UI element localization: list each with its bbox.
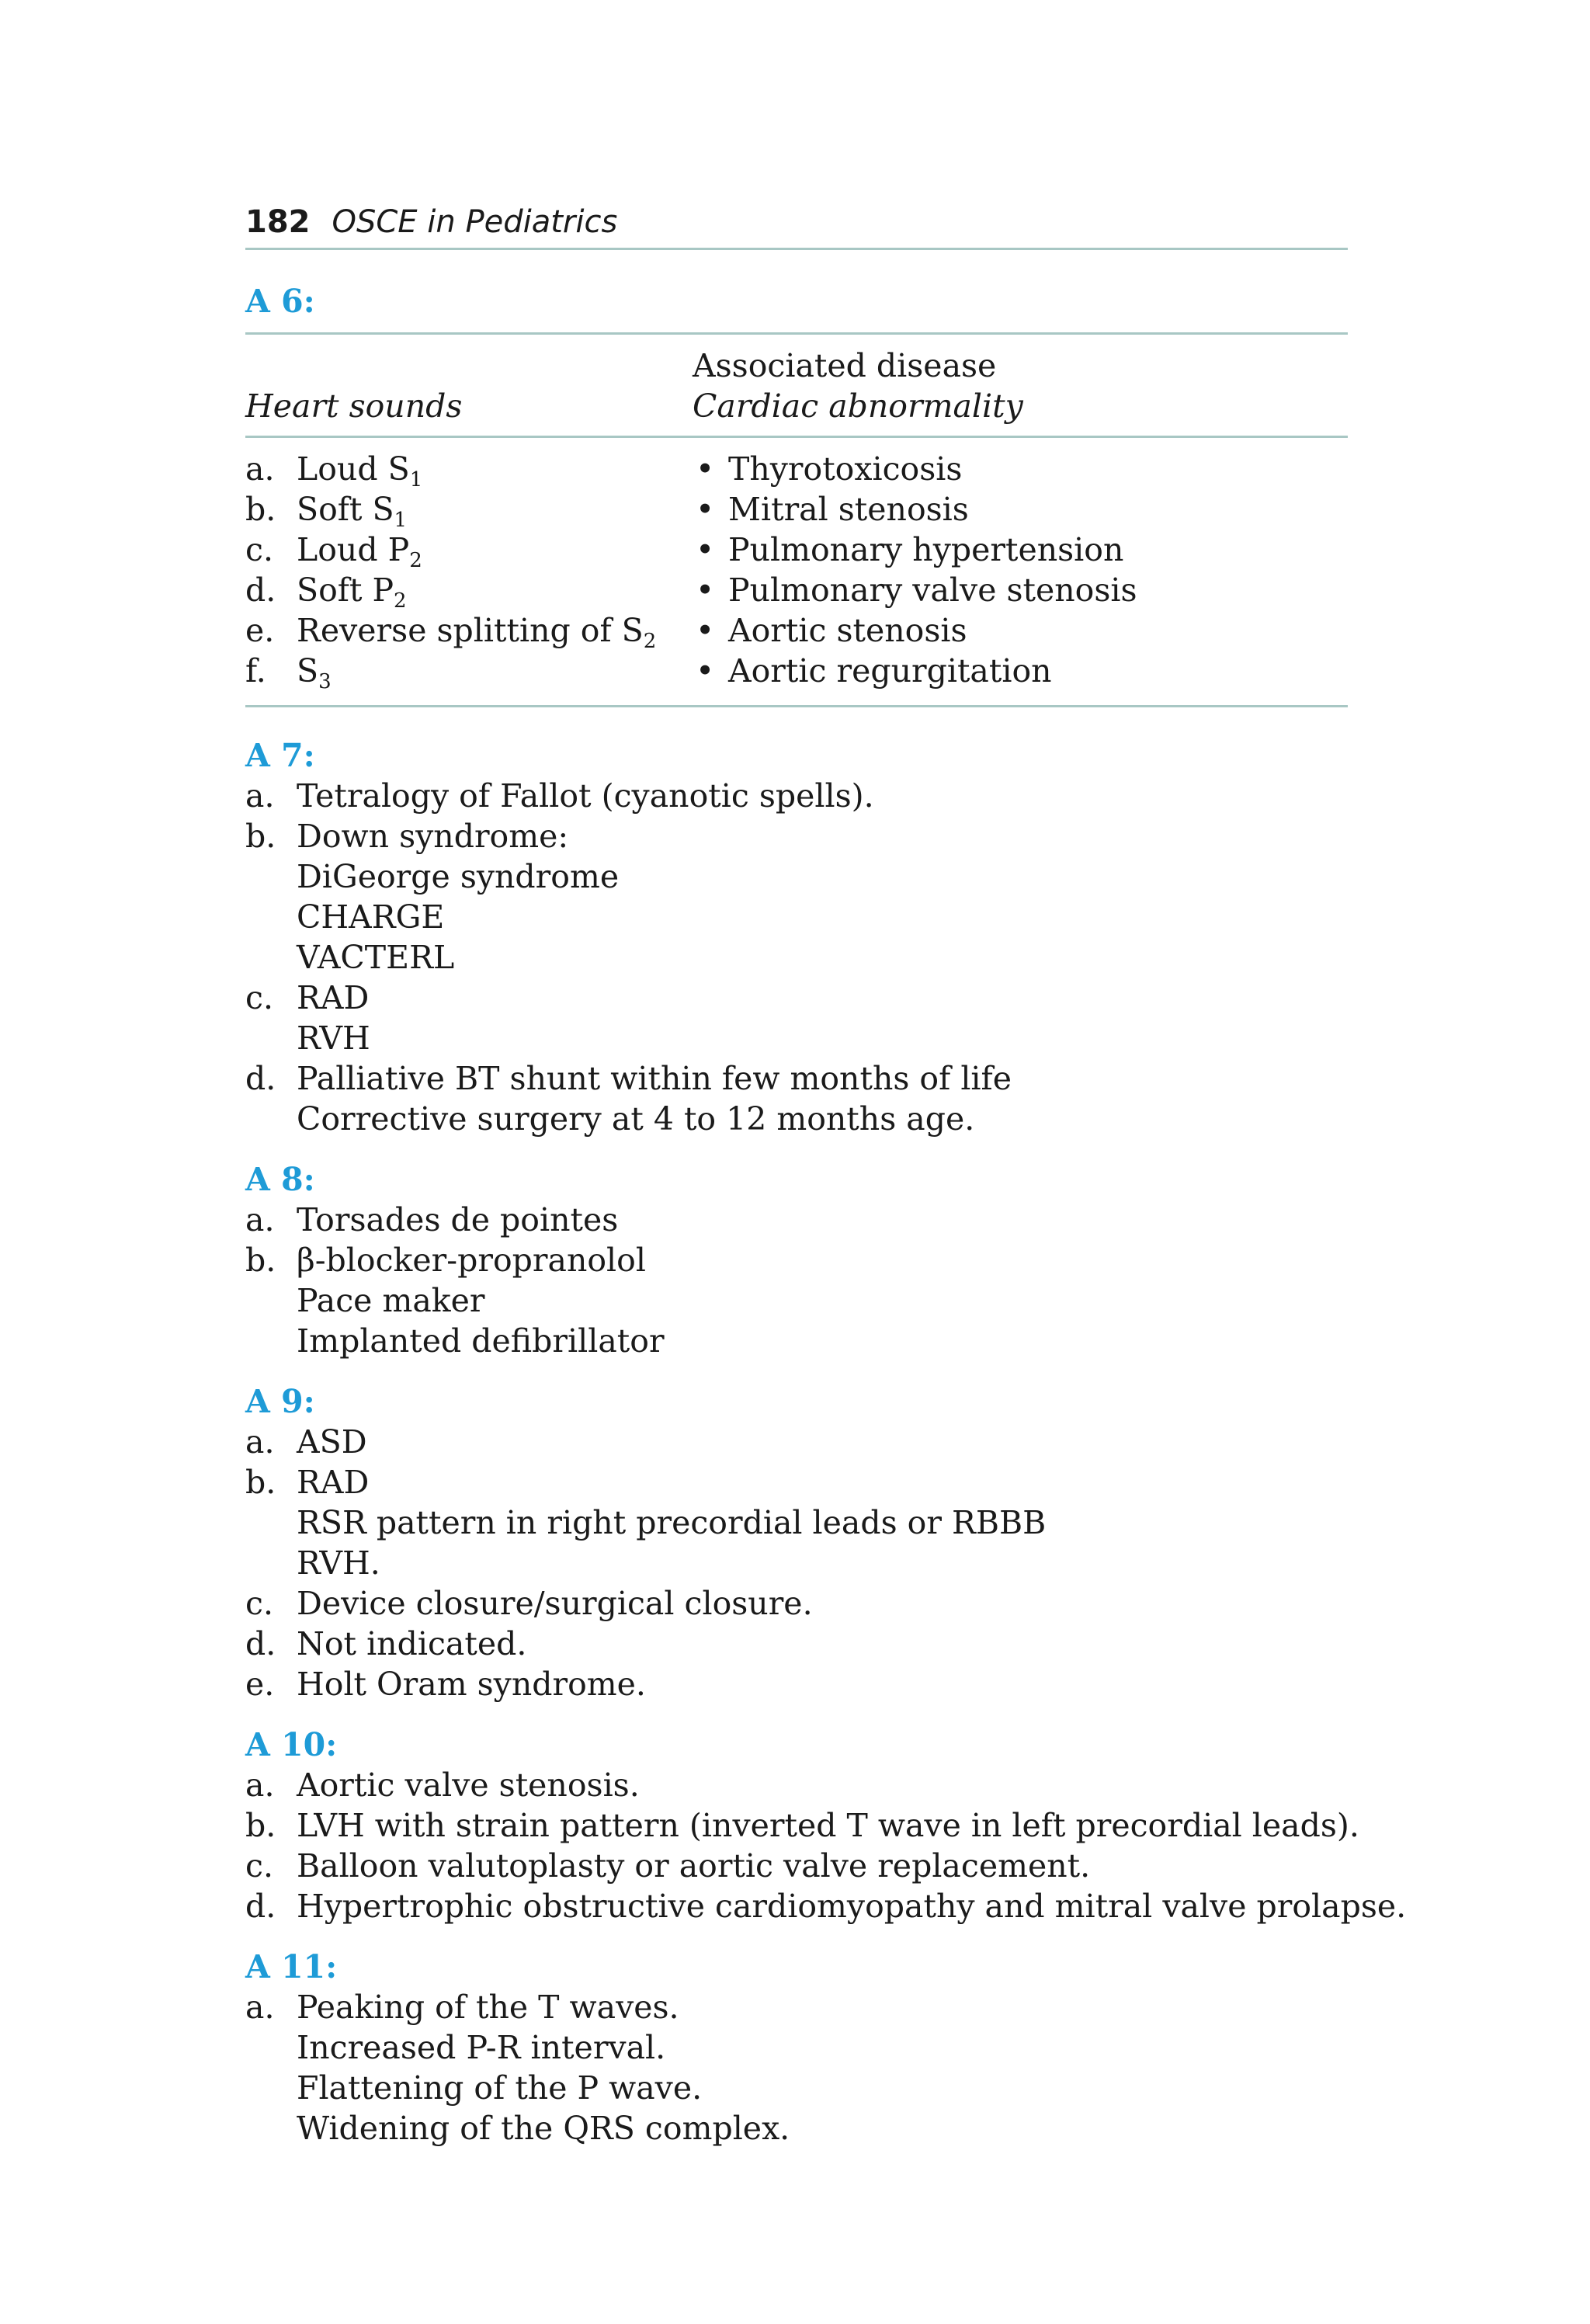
heart-sound-cell xyxy=(245,610,693,651)
item-letter: d. xyxy=(245,1060,276,1097)
item-letter: e. xyxy=(245,612,275,649)
subscript: 1 xyxy=(409,468,423,492)
item-line: Down syndrome: xyxy=(297,818,569,855)
item-line: Widening of the QRS complex. xyxy=(297,2110,790,2147)
disease-name: Pulmonary valve stenosis xyxy=(728,571,1137,609)
item-line: ASD xyxy=(297,1423,367,1461)
item-line: Torsades de pointes xyxy=(297,1201,619,1238)
answer-heading-a10: A 10: xyxy=(245,1726,338,1763)
item-lines xyxy=(297,1422,1348,1462)
item-letter: a. xyxy=(245,1766,275,1804)
item-letter: b. xyxy=(245,1464,276,1501)
subscript: 2 xyxy=(409,549,422,572)
heart-sound-cell xyxy=(245,570,693,613)
item-lines xyxy=(297,1664,1348,1704)
col-header-heart-sounds: Heart sounds xyxy=(245,387,463,425)
item-letter: a. xyxy=(245,1201,275,1238)
item-lines xyxy=(297,1765,1348,1805)
item-line: Pace maker xyxy=(297,1282,485,1319)
section-a9 xyxy=(245,1381,1348,1704)
item-letter: e. xyxy=(245,1666,275,1703)
heart-sound-name: Soft S xyxy=(297,491,394,528)
list-item xyxy=(245,776,1348,816)
list-item xyxy=(245,1422,1348,1462)
item-lines xyxy=(297,1624,1348,1664)
answer-heading-a8: A 8: xyxy=(245,1161,315,1198)
list-item xyxy=(245,1058,1348,1139)
list-item xyxy=(245,1664,1348,1704)
list-item xyxy=(245,816,1348,978)
subscript: 3 xyxy=(318,670,332,693)
item-line: CHARGE xyxy=(297,898,445,936)
item-lines xyxy=(297,1886,1406,1926)
disease-cell xyxy=(693,610,1348,651)
disease-name: Mitral stenosis xyxy=(728,491,969,528)
item-line: DiGeorge syndrome xyxy=(297,858,620,895)
heart-sound-name: Reverse splitting of S xyxy=(297,612,644,649)
item-lines xyxy=(297,1846,1348,1886)
item-line: Flattening of the P wave. xyxy=(297,2069,703,2107)
list-item xyxy=(245,978,1348,1058)
item-line: RAD xyxy=(297,979,370,1016)
item-lines xyxy=(297,816,1348,978)
item-letter: d. xyxy=(245,571,276,609)
item-letter: c. xyxy=(245,531,273,568)
disease-name: Thyrotoxicosis xyxy=(728,450,963,488)
table-row xyxy=(245,570,1348,610)
list-item xyxy=(245,1240,1348,1361)
table-row xyxy=(245,530,1348,570)
list-item xyxy=(245,1765,1348,1805)
answer-heading-a9: A 9: xyxy=(245,1383,315,1420)
item-letter: d. xyxy=(245,1888,276,1925)
heart-sound-cell xyxy=(245,530,693,570)
item-line: Increased P-R interval. xyxy=(297,2029,666,2066)
item-letter: a. xyxy=(245,1989,275,2026)
bullet-icon: • xyxy=(696,612,715,649)
item-lines xyxy=(297,1200,1348,1240)
item-line: LVH with strain pattern (inverted T wave in left precordial leads). xyxy=(297,1807,1359,1844)
item-line: Palliative BT shunt within few months of life xyxy=(297,1060,1012,1097)
item-letter: f. xyxy=(245,652,266,690)
heart-sound-name: Loud P xyxy=(297,531,410,568)
item-line: Device closure/surgical closure. xyxy=(297,1585,813,1622)
table-row xyxy=(245,489,1348,530)
subscript: 2 xyxy=(394,589,407,613)
heart-sound-name: Soft P xyxy=(297,571,394,609)
list-item xyxy=(245,1805,1359,1846)
heart-sound-cell xyxy=(245,437,693,490)
item-letter: a. xyxy=(245,450,275,488)
subscript: 2 xyxy=(643,630,657,653)
item-letter: d. xyxy=(245,1625,276,1662)
heart-sound-name: S xyxy=(297,652,319,690)
table-row xyxy=(245,610,1348,651)
item-lines xyxy=(297,1240,1348,1361)
heart-sound-cell xyxy=(245,489,693,530)
bullet-icon: • xyxy=(696,571,715,609)
section-a8 xyxy=(245,1159,1348,1361)
item-letter: a. xyxy=(245,777,275,815)
section-a7 xyxy=(245,735,1348,1139)
item-line: Balloon valutoplasty or aortic valve replacement. xyxy=(297,1847,1091,1885)
heart-sound-name: Loud S xyxy=(297,450,410,488)
bullet-icon: • xyxy=(696,652,715,690)
disease-cell xyxy=(693,489,1348,530)
running-head xyxy=(245,194,1348,250)
disease-name: Aortic stenosis xyxy=(728,612,967,649)
disease-cell xyxy=(693,530,1348,570)
list-item xyxy=(245,1583,1348,1624)
list-item xyxy=(245,1624,1348,1664)
item-lines xyxy=(297,1987,1348,2149)
page-number: 182 xyxy=(245,204,311,240)
item-lines xyxy=(297,1058,1348,1139)
table-header-row xyxy=(245,334,1348,437)
item-lines xyxy=(297,1583,1348,1624)
item-line: Corrective surgery at 4 to 12 months age. xyxy=(297,1100,975,1138)
book-title: OSCE in Pediatrics xyxy=(332,204,618,240)
section-a10 xyxy=(245,1725,1407,1926)
item-line: Aortic valve stenosis. xyxy=(297,1766,640,1804)
bullet-icon: • xyxy=(696,450,715,488)
list-item xyxy=(245,1987,1348,2149)
item-line: RSR pattern in right precordial leads or RBBB xyxy=(297,1504,1047,1541)
disease-name: Aortic regurgitation xyxy=(728,652,1052,690)
table-row xyxy=(245,437,1348,490)
heart-sounds-table xyxy=(245,332,1348,707)
col-header-associated-disease: Associated disease Cardiac abnormality xyxy=(693,347,1023,425)
item-line: Tetralogy of Fallot (cyanotic spells). xyxy=(297,777,874,815)
item-letter: a. xyxy=(245,1423,275,1461)
item-letter: c. xyxy=(245,1585,273,1622)
heart-sound-cell xyxy=(245,651,693,707)
answer-heading-a6: A 6: xyxy=(245,283,315,320)
item-line: Hypertrophic obstructive cardiomyopathy and mitral valve prolapse. xyxy=(297,1888,1407,1925)
table-body xyxy=(245,437,1348,707)
item-line: Holt Oram syndrome. xyxy=(297,1666,646,1703)
bullet-icon: • xyxy=(696,531,715,568)
item-line: RVH. xyxy=(297,1544,380,1582)
item-lines xyxy=(297,776,1348,816)
item-letter: c. xyxy=(245,1847,273,1885)
section-a11 xyxy=(245,1947,1348,2149)
disease-cell xyxy=(693,651,1348,707)
disease-cell xyxy=(693,437,1348,490)
bullet-icon: • xyxy=(696,491,715,528)
disease-name: Pulmonary hypertension xyxy=(728,531,1124,568)
answer-heading-a11: A 11: xyxy=(245,1948,338,1985)
subscript: 1 xyxy=(394,509,408,532)
item-line: Not indicated. xyxy=(297,1625,527,1662)
item-lines xyxy=(297,1805,1359,1846)
item-letter: b. xyxy=(245,1807,276,1844)
page xyxy=(245,194,1407,2149)
item-letter: b. xyxy=(245,818,276,855)
item-line: Peaking of the T waves. xyxy=(297,1989,679,2026)
answer-heading-a7: A 7: xyxy=(245,737,315,774)
item-line: RAD xyxy=(297,1464,370,1501)
list-item xyxy=(245,1200,1348,1240)
item-line: Implanted defibrillator xyxy=(297,1322,665,1360)
table-row xyxy=(245,651,1348,707)
item-line: RVH xyxy=(297,1020,370,1057)
item-lines xyxy=(297,1462,1348,1583)
list-item xyxy=(245,1462,1348,1583)
item-line: VACTERL xyxy=(297,939,455,976)
list-item xyxy=(245,1886,1407,1926)
item-letter: b. xyxy=(245,1242,276,1279)
item-line: β-blocker-propranolol xyxy=(297,1242,646,1279)
item-letter: b. xyxy=(245,491,276,528)
list-item xyxy=(245,1846,1348,1886)
item-letter: c. xyxy=(245,979,273,1016)
item-lines xyxy=(297,978,1348,1058)
disease-cell xyxy=(693,570,1348,610)
